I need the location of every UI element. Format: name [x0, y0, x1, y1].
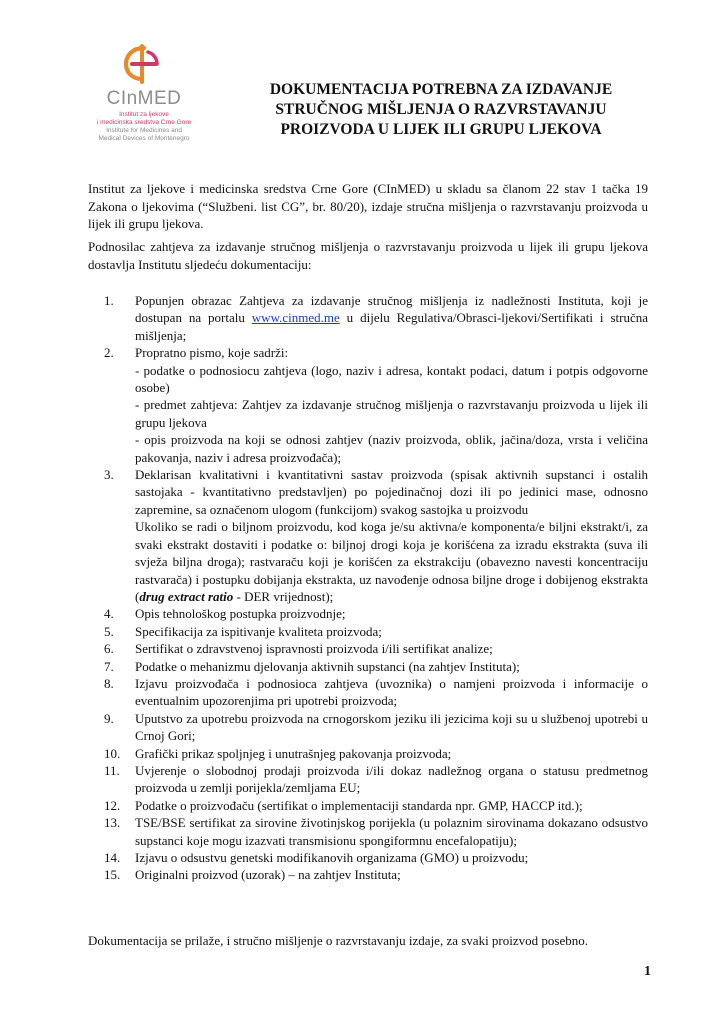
item-text: Grafički prikaz spoljnjeg i unutrašnjeg pakovanja proizvoda; [135, 745, 452, 761]
list-item [104, 797, 648, 814]
cinmed-link[interactable]: www.cinmed.me [251, 310, 340, 326]
item-text: Deklarisan kvalitativni i kvantitativni sastav proizvoda (spisak aktivnih supstanci i ostalih sastojaka - kvantitativno predstavljen) po pojedinačnoj dozi ili po jedinici mase, odnosno zapremine, sa označenom ulogom (funkcijom) svakog sastojka u proizvodu [135, 467, 648, 517]
item-number: 6. [104, 641, 114, 657]
item-number: 11. [104, 762, 120, 778]
item-number: 12. [104, 797, 121, 813]
cinmed-logo-icon [122, 42, 162, 86]
list-item [104, 849, 648, 866]
item-text: Popunjen obrazac Zahtjeva za izdavanje stručnog mišljenja iz nadležnosti Instituta, koji je dostupan na portalu [135, 293, 648, 326]
list-item [104, 675, 648, 710]
item-number: 1. [104, 293, 114, 308]
list-item [104, 292, 648, 344]
list-item [104, 605, 648, 622]
list-item [104, 344, 648, 466]
title-line-3: PROIZVODA U LIJEK ILI GRUPU LJEKOVA [280, 121, 602, 138]
item-text: Podatke o proizvođaču (sertifikat o implementaciji standarda npr. GMP, HACCP itd.); [135, 797, 583, 813]
item-subline: - podatke o podnosiocu zahtjeva (logo, naziv i adresa, kontakt podaci, datum i potpis odgovorne osobe) [135, 362, 648, 396]
item-number: 15. [104, 867, 121, 883]
list-item [104, 710, 648, 745]
item-number: 7. [104, 658, 114, 674]
item-number: 13. [104, 815, 121, 831]
logo-subtitle-en-2: Medical Devices of Montenegro [98, 135, 190, 142]
cinmed-logo [88, 40, 198, 160]
item-text: Izjavu proizvođača i podnosioca zahtjeva (uvoznika) o namjeni proizvoda i informacije o eventualnim upozorenjima pri upotrebi proizvoda; [135, 675, 648, 709]
drug-extract-ratio-term: drug extract ratio [139, 588, 234, 604]
logo-name: CInMED [106, 88, 182, 109]
item-number: 10. [104, 745, 121, 761]
item-text: Sertifikat o zdravstvenoj ispravnosti proizvoda i/ili sertifikat analize; [135, 641, 493, 657]
intro-paragraph: Institut za ljekove i medicinska sredstva Crne Gore (CInMED) u skladu sa članom 22 stav 1 tačka 19 Zakona o ljekovima (“Službeni. list CG”, br. 80/20), izdaje stručna mišljenja o razvrstavanju proizvoda u lijek ili grupu ljekova. [88, 181, 648, 231]
item-text: Izjavu o odsustvu genetski modifikanovih organizama (GMO) u proizvodu; [135, 850, 529, 865]
item-number: 9. [104, 710, 114, 726]
item-text: Opis tehnološkog postupka proizvodnje; [135, 606, 346, 622]
list-item [104, 658, 648, 675]
item-number: 4. [104, 606, 114, 622]
list-item [104, 762, 648, 797]
logo-subtitle-me-2: i medicinska sredstva Crne Gore [96, 119, 192, 126]
list-item [104, 640, 648, 657]
item-text: TSE/BSE sertifikat za sirovine životinjskog porijekla (u polaznim sirovinama dokazano odsustvo supstanci koje mogu izazvati transmisionu spongiformnu encefalopatiju); [135, 815, 648, 848]
item-text: Originalni proizvod (uzorak) – na zahtjev Instituta; [135, 867, 401, 883]
list-item [104, 623, 648, 640]
logo-subtitle-me-1: Institut za ljekove [119, 111, 169, 118]
item-text: Specifikacija za ispitivanje kvaliteta proizvoda; [135, 623, 382, 639]
item-text: Podatke o mehanizmu djelovanja aktivnih supstanci (na zahtjev Instituta); [135, 658, 520, 674]
lead-paragraph: Podnosilac zahtjeva za izdavanje stručnog mišljenja o razvrstavanju proizvoda u lijek ili grupu ljekova dostavlja Institutu sljedeću dokumentaciju: [88, 239, 648, 272]
list-item [104, 745, 648, 762]
item-number: 8. [104, 675, 114, 691]
item-number: 3. [104, 467, 114, 483]
item-number: 14. [104, 850, 121, 865]
page-number: 1 [644, 964, 651, 979]
logo-subtitle-en-1: Institute for Medicines and [106, 127, 182, 134]
logo-subtitle [88, 111, 200, 143]
item-text: Propratno pismo, koje sadrži: [135, 345, 289, 361]
item-text-after-link: u dijelu Regulativa/Obrasci-ljekovi/Sertifikati i stručna mišljenja; [135, 310, 648, 343]
document-title [226, 80, 656, 140]
title-line-2: STRUČNOG MIŠLJENJA O RAZVRSTAVANJU [275, 101, 607, 118]
item-number: 2. [104, 345, 114, 361]
item-text: Uputstvo za upotrebu proizvoda na crnogorskom jeziku ili jezicima koji su u službenoj upotrebi u Crnoj Gori; [135, 710, 648, 744]
item-number: 5. [104, 623, 114, 639]
herbal-note-text-end: - DER vrijednost); [233, 588, 334, 604]
item-herbal-note [135, 518, 648, 605]
herbal-note-text: Ukoliko se radi o biljnom proizvodu, kod koga je/su aktivna/e komponenta/e biljni ekstrakt/i, za svaki ekstrakt dostaviti i podatke o: biljnoj drogi koja je korišćena za izradu ekstrakta (suva ili svježa biljna droga); rastvaraču koji je korišćen za ekstrakciju (obavezno navesti koncentraciju rastvarača) i postupku dobijanja ekstrakta, uz navođenje odnosa biljne droge i dobijenog ekstrakta ( [135, 519, 648, 604]
item-subline: - predmet zahtjeva: Zahtjev za izdavanje stručnog mišljenja o razvrstavanju proizvoda u lijek ili grupu ljekova [135, 397, 648, 430]
closing-paragraph: Dokumentacija se prilaže, i stručno mišljenje o razvrstavanju izdaje, za svaki proizvod posebno. [88, 933, 588, 948]
item-subline: - opis proizvoda na koji se odnosi zahtjev (naziv proizvoda, oblik, jačina/doza, vrsta i veličina pakovanja, naziv i adresa proizvođača); [135, 432, 648, 465]
item-text: Uvjerenje o slobodnoj prodaji proizvoda i/ili dokaz nadležnog organa o statusu predmetnog proizvoda u zemlji porijekla/zemljama EU; [135, 762, 648, 796]
title-line-1: DOKUMENTACIJA POTREBNA ZA IZDAVANJE [269, 81, 613, 98]
list-item [104, 466, 648, 605]
documentation-list [104, 292, 648, 884]
list-item [104, 814, 648, 849]
list-item [104, 866, 648, 883]
